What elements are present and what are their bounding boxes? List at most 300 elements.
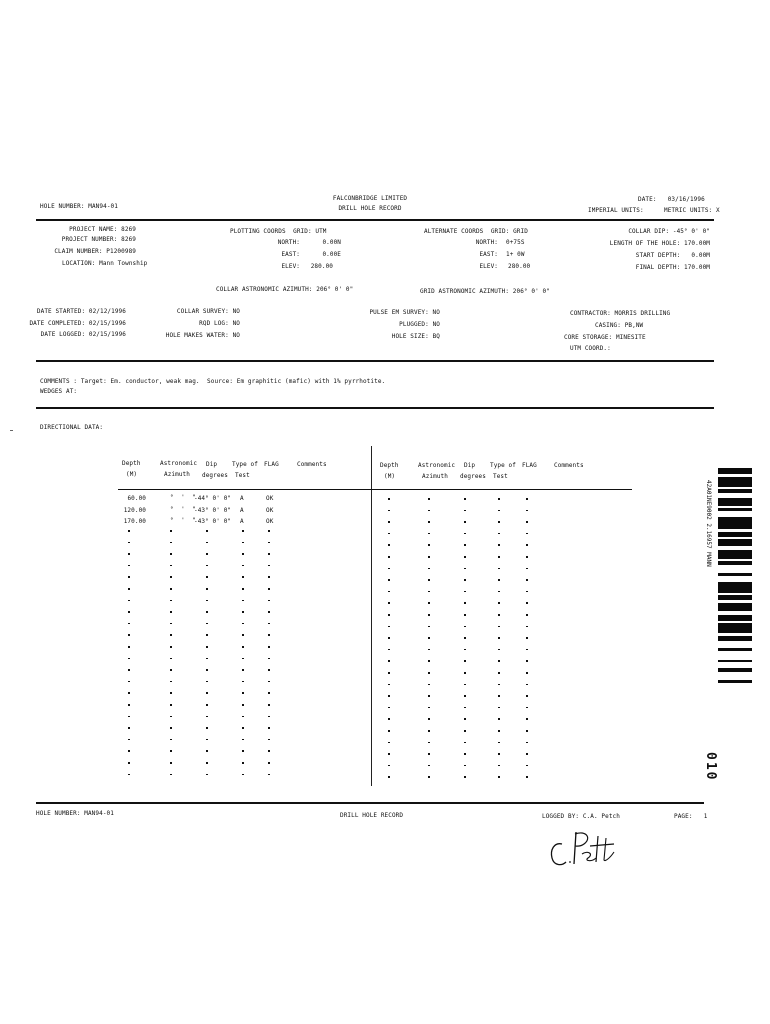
signature	[548, 828, 620, 872]
hole-number-header: HOLE NUMBER: MAN94-01	[40, 203, 118, 210]
plotting-elev-label: ELEV:	[281, 263, 300, 270]
barcode-bar	[718, 660, 752, 662]
placeholder-dot	[498, 660, 500, 662]
placeholder-dot	[128, 727, 130, 729]
placeholder-dot	[428, 753, 430, 755]
placeholder-dot	[242, 600, 244, 602]
placeholder-dot	[388, 556, 390, 558]
plugged: PLUGGED: NO	[399, 321, 440, 328]
placeholder-dot	[170, 623, 172, 625]
placeholder-dot	[242, 716, 244, 718]
placeholder-dot	[464, 672, 466, 674]
start-depth: START DEPTH: 0.00M	[635, 252, 710, 259]
placeholder-dot	[526, 672, 528, 674]
row-3-flag: OK	[266, 518, 274, 525]
placeholder-dot	[268, 750, 270, 752]
alternate-east-value: 1+ 0W	[506, 251, 525, 258]
placeholder-dot	[498, 730, 500, 732]
placeholder-dot	[242, 669, 244, 671]
metric-units: METRIC UNITS: X	[664, 207, 720, 214]
placeholder-dot	[428, 626, 430, 628]
left-comments-header: Comments	[297, 461, 327, 468]
placeholder-dot	[526, 649, 528, 651]
placeholder-dot	[170, 588, 172, 590]
placeholder-dot	[464, 614, 466, 616]
placeholder-dot	[170, 553, 172, 555]
placeholder-dot	[242, 565, 244, 567]
placeholder-dot	[206, 576, 208, 578]
placeholder-dot	[242, 576, 244, 578]
placeholder-dot	[498, 753, 500, 755]
placeholder-dot	[268, 530, 270, 532]
barcode-bar	[718, 550, 752, 559]
placeholder-dot	[242, 611, 244, 613]
placeholder-dot	[526, 614, 528, 616]
placeholder-dot	[498, 614, 500, 616]
placeholder-dot	[388, 568, 390, 570]
placeholder-dot	[170, 600, 172, 602]
placeholder-dot	[464, 521, 466, 523]
placeholder-dot	[388, 510, 390, 512]
location: LOCATION: Mann Township	[62, 260, 148, 267]
placeholder-dot	[428, 684, 430, 686]
barcode	[718, 468, 752, 728]
placeholder-dot	[170, 716, 172, 718]
placeholder-dot	[428, 510, 430, 512]
placeholder-dot	[242, 588, 244, 590]
grid-astronomic-azimuth: GRID ASTRONOMIC AZIMUTH: 206° 0' 0"	[420, 288, 550, 295]
right-dip-header: Dip	[464, 462, 476, 469]
placeholder-dot	[428, 730, 430, 732]
placeholder-dot	[170, 704, 172, 706]
placeholder-dot	[498, 649, 500, 651]
placeholder-dot	[428, 614, 430, 616]
placeholder-dot	[242, 692, 244, 694]
left-flag-header: FLAG	[264, 461, 279, 468]
placeholder-dot	[128, 658, 130, 660]
placeholder-dot	[498, 556, 500, 558]
placeholder-dot	[498, 684, 500, 686]
barcode-bar	[718, 680, 752, 683]
project-name: PROJECT NAME: 8269	[69, 226, 136, 233]
directional-data-title: DIRECTIONAL DATA:	[40, 424, 104, 431]
placeholder-dot	[206, 600, 208, 602]
placeholder-dot	[128, 634, 130, 636]
placeholder-dot	[268, 716, 270, 718]
right-azimuth-header: Astronomic	[418, 462, 456, 469]
footer-record-title: DRILL HOLE RECORD	[340, 812, 404, 819]
placeholder-dot	[242, 530, 244, 532]
right-depth-header: Depth	[380, 462, 399, 469]
barcode-bar	[718, 636, 752, 641]
right-depth-unit: (M)	[384, 473, 396, 480]
placeholder-dot	[242, 739, 244, 741]
placeholder-dot	[464, 707, 466, 709]
date-logged: DATE LOGGED: 02/15/1996	[40, 331, 126, 338]
barcode-bar	[718, 668, 752, 672]
placeholder-dot	[170, 692, 172, 694]
placeholder-dot	[128, 530, 130, 532]
barcode-bar	[718, 615, 752, 621]
left-depth-header: Depth	[122, 460, 141, 467]
placeholder-dot	[498, 602, 500, 604]
placeholder-dot	[428, 498, 430, 500]
project-number: PROJECT NUMBER: 8269	[61, 236, 136, 243]
barcode-bar	[718, 595, 752, 600]
placeholder-dot	[526, 533, 528, 535]
placeholder-dot	[128, 704, 130, 706]
left-type-header-2: Test	[235, 472, 250, 479]
placeholder-dot	[128, 681, 130, 683]
placeholder-dot	[388, 707, 390, 709]
placeholder-dot	[206, 774, 208, 776]
hole-makes-water: HOLE MAKES WATER: NO	[165, 332, 240, 339]
placeholder-dot	[464, 568, 466, 570]
placeholder-dot	[242, 681, 244, 683]
placeholder-dot	[498, 568, 500, 570]
left-azimuth-header: Astronomic	[160, 460, 198, 467]
placeholder-dot	[268, 704, 270, 706]
margin-tick	[10, 430, 13, 431]
placeholder-dot	[170, 681, 172, 683]
placeholder-dot	[206, 762, 208, 764]
placeholder-dot	[128, 565, 130, 567]
placeholder-dot	[268, 576, 270, 578]
placeholder-dot	[388, 521, 390, 523]
placeholder-dot	[268, 600, 270, 602]
placeholder-dot	[170, 576, 172, 578]
placeholder-dot	[128, 576, 130, 578]
placeholder-dot	[268, 623, 270, 625]
placeholder-dot	[464, 753, 466, 755]
placeholder-dot	[268, 669, 270, 671]
company-name: FALCONBRIDGE LIMITED	[332, 195, 408, 202]
barcode-bar	[718, 539, 752, 546]
placeholder-dot	[428, 521, 430, 523]
placeholder-dot	[428, 718, 430, 720]
placeholder-dot	[206, 530, 208, 532]
section-rule-1	[36, 360, 714, 362]
alternate-grid: ALTERNATE COORDS GRID: GRID	[424, 228, 528, 235]
placeholder-dot	[526, 753, 528, 755]
placeholder-dot	[206, 623, 208, 625]
plotting-elev-value: 280.00	[310, 263, 333, 270]
left-depth-unit: (M)	[126, 471, 138, 478]
placeholder-dot	[464, 533, 466, 535]
placeholder-dot	[206, 565, 208, 567]
placeholder-dot	[268, 588, 270, 590]
placeholder-dot	[128, 762, 130, 764]
left-azimuth-header-2: Azimuth	[164, 471, 190, 478]
placeholder-dot	[388, 602, 390, 604]
barcode-bar	[718, 489, 752, 493]
placeholder-dot	[428, 707, 430, 709]
pulse-em-survey: PULSE EM SURVEY: NO	[369, 309, 440, 316]
placeholder-dot	[128, 669, 130, 671]
left-type-header: Type of	[232, 461, 258, 468]
barcode-bar	[718, 603, 752, 611]
placeholder-dot	[498, 637, 500, 639]
placeholder-dot	[498, 579, 500, 581]
collar-astronomic-azimuth: COLLAR ASTRONOMIC AZIMUTH: 206° 0' 0"	[216, 286, 354, 293]
placeholder-dot	[464, 626, 466, 628]
placeholder-dot	[242, 634, 244, 636]
placeholder-dot	[128, 774, 130, 776]
placeholder-dot	[388, 626, 390, 628]
footer-hole-number: HOLE NUMBER: MAN94-01	[36, 810, 114, 817]
placeholder-dot	[388, 498, 390, 500]
placeholder-dot	[268, 762, 270, 764]
placeholder-dot	[388, 660, 390, 662]
placeholder-dot	[268, 774, 270, 776]
placeholder-dot	[242, 542, 244, 544]
placeholder-dot	[388, 672, 390, 674]
placeholder-dot	[526, 556, 528, 558]
right-comments-header: Comments	[554, 462, 584, 469]
alternate-east-label: EAST:	[479, 251, 498, 258]
placeholder-dot	[464, 660, 466, 662]
placeholder-dot	[128, 646, 130, 648]
placeholder-dot	[206, 553, 208, 555]
placeholder-dot	[428, 591, 430, 593]
placeholder-dot	[498, 776, 500, 778]
placeholder-dot	[464, 579, 466, 581]
header-rule	[36, 219, 714, 221]
placeholder-dot	[526, 591, 528, 593]
record-title: DRILL HOLE RECORD	[338, 205, 402, 212]
barcode-bar	[718, 648, 752, 651]
placeholder-dot	[526, 521, 528, 523]
placeholder-dot	[428, 776, 430, 778]
placeholder-dot	[242, 553, 244, 555]
imperial-units: IMPERIAL UNITS:	[588, 207, 644, 214]
placeholder-dot	[128, 739, 130, 741]
placeholder-dot	[388, 579, 390, 581]
placeholder-dot	[268, 565, 270, 567]
plotting-north-label: NORTH:	[277, 239, 300, 246]
table-header-rule	[118, 489, 632, 490]
placeholder-dot	[464, 498, 466, 500]
barcode-bar	[718, 508, 752, 511]
placeholder-dot	[242, 646, 244, 648]
placeholder-dot	[498, 510, 500, 512]
placeholder-dot	[428, 695, 430, 697]
placeholder-dot	[498, 544, 500, 546]
placeholder-dot	[388, 742, 390, 744]
placeholder-dot	[128, 611, 130, 613]
placeholder-dot	[206, 542, 208, 544]
barcode-bar	[718, 477, 752, 487]
placeholder-dot	[242, 623, 244, 625]
placeholder-dot	[526, 695, 528, 697]
placeholder-dot	[170, 542, 172, 544]
placeholder-dot	[464, 730, 466, 732]
placeholder-dot	[388, 730, 390, 732]
placeholder-dot	[498, 765, 500, 767]
row-1-type: A	[240, 495, 244, 502]
row-1-flag: OK	[266, 495, 274, 502]
row-2-dip: -43° 0' 0"	[194, 507, 232, 514]
barcode-bar	[718, 573, 752, 576]
placeholder-dot	[464, 556, 466, 558]
placeholder-dot	[242, 750, 244, 752]
placeholder-dot	[170, 739, 172, 741]
placeholder-dot	[526, 730, 528, 732]
placeholder-dot	[206, 611, 208, 613]
right-flag-header: FLAG	[522, 462, 537, 469]
placeholder-dot	[388, 533, 390, 535]
placeholder-dot	[388, 718, 390, 720]
placeholder-dot	[464, 742, 466, 744]
alternate-north-value: 0+75S	[506, 239, 525, 246]
comments: COMMENTS : Target: Em. conductor, weak mag. Source: Em graphitic (mafic) with 1% pyrrhotite.	[40, 378, 386, 385]
barcode-bar	[718, 468, 752, 474]
wedges-at: WEDGES AT:	[40, 388, 78, 395]
placeholder-dot	[242, 762, 244, 764]
placeholder-dot	[526, 544, 528, 546]
placeholder-dot	[388, 765, 390, 767]
placeholder-dot	[464, 765, 466, 767]
barcode-bar	[718, 517, 752, 529]
placeholder-dot	[268, 542, 270, 544]
section-rule-2	[36, 407, 714, 409]
placeholder-dot	[128, 588, 130, 590]
placeholder-dot	[268, 692, 270, 694]
placeholder-dot	[170, 762, 172, 764]
placeholder-dot	[464, 718, 466, 720]
placeholder-dot	[268, 658, 270, 660]
placeholder-dot	[428, 672, 430, 674]
hole-size: HOLE SIZE: BQ	[391, 333, 440, 340]
placeholder-dot	[128, 716, 130, 718]
placeholder-dot	[170, 727, 172, 729]
row-3-azimuth: ° ' "	[170, 517, 196, 524]
placeholder-dot	[464, 776, 466, 778]
row-1-dip: -44° 0' 0"	[194, 495, 232, 502]
right-type-header: Type of	[490, 462, 516, 469]
core-storage: CORE STORAGE: MINESITE	[564, 334, 646, 341]
left-dip-header: Dip	[206, 461, 218, 468]
placeholder-dot	[498, 591, 500, 593]
placeholder-dot	[170, 565, 172, 567]
plotting-north-value: 0.00N	[322, 239, 341, 246]
placeholder-dot	[206, 646, 208, 648]
page-number: PAGE: 1	[674, 813, 708, 820]
plotting-grid: PLOTTING COORDS GRID: UTM	[230, 228, 327, 235]
placeholder-dot	[170, 669, 172, 671]
placeholder-dot	[388, 776, 390, 778]
placeholder-dot	[464, 684, 466, 686]
placeholder-dot	[464, 591, 466, 593]
placeholder-dot	[498, 742, 500, 744]
utm-coord: UTM COORD.:	[570, 345, 611, 352]
casing: CASING: PB,NW	[595, 322, 644, 329]
placeholder-dot	[128, 600, 130, 602]
placeholder-dot	[498, 672, 500, 674]
placeholder-dot	[428, 544, 430, 546]
placeholder-dot	[206, 669, 208, 671]
placeholder-dot	[268, 681, 270, 683]
alternate-north-label: NORTH:	[475, 239, 498, 246]
placeholder-dot	[170, 530, 172, 532]
placeholder-dot	[170, 774, 172, 776]
placeholder-dot	[498, 695, 500, 697]
placeholder-dot	[128, 623, 130, 625]
placeholder-dot	[464, 649, 466, 651]
placeholder-dot	[498, 718, 500, 720]
placeholder-dot	[526, 510, 528, 512]
row-2-flag: OK	[266, 507, 274, 514]
placeholder-dot	[526, 765, 528, 767]
placeholder-dot	[526, 568, 528, 570]
placeholder-dot	[498, 521, 500, 523]
placeholder-dot	[268, 646, 270, 648]
placeholder-dot	[206, 727, 208, 729]
placeholder-dot	[464, 695, 466, 697]
contractor: CONTRACTOR: MORRIS DRILLING	[570, 310, 671, 317]
placeholder-dot	[526, 742, 528, 744]
hole-length: LENGTH OF THE HOLE: 170.00M	[609, 240, 710, 247]
row-3-dip: -43° 0' 0"	[194, 518, 232, 525]
right-type-header-2: Test	[493, 473, 508, 480]
placeholder-dot	[428, 568, 430, 570]
placeholder-dot	[242, 774, 244, 776]
logged-by: LOGGED BY: C.A. Petch	[542, 813, 620, 820]
placeholder-dot	[526, 602, 528, 604]
vertical-document-id: 42A01NE9002 2.16957 MANN	[705, 480, 712, 567]
placeholder-dot	[464, 544, 466, 546]
row-2-type: A	[240, 507, 244, 514]
row-2-depth: 120.00	[123, 507, 146, 514]
placeholder-dot	[428, 742, 430, 744]
placeholder-dot	[242, 704, 244, 706]
final-depth: FINAL DEPTH: 170.00M	[635, 264, 710, 271]
placeholder-dot	[206, 658, 208, 660]
placeholder-dot	[388, 649, 390, 651]
placeholder-dot	[268, 634, 270, 636]
footer-rule	[36, 802, 704, 804]
placeholder-dot	[206, 681, 208, 683]
placeholder-dot	[428, 765, 430, 767]
placeholder-dot	[388, 591, 390, 593]
date-started: DATE STARTED: 02/12/1996	[36, 308, 126, 315]
placeholder-dot	[464, 602, 466, 604]
placeholder-dot	[526, 776, 528, 778]
placeholder-dot	[428, 637, 430, 639]
plotting-east-value: 0.00E	[322, 251, 341, 258]
row-2-azimuth: ° ' "	[170, 506, 196, 513]
plotting-east-label: EAST:	[281, 251, 300, 258]
right-dip-header-2: degrees	[460, 473, 486, 480]
row-3-type: A	[240, 518, 244, 525]
placeholder-dot	[526, 718, 528, 720]
placeholder-dot	[428, 649, 430, 651]
table-divider	[371, 446, 372, 786]
barcode-bar	[718, 582, 752, 593]
row-1-depth: 60.00	[127, 495, 146, 502]
placeholder-dot	[170, 646, 172, 648]
placeholder-dot	[498, 533, 500, 535]
placeholder-dot	[388, 614, 390, 616]
placeholder-dot	[242, 658, 244, 660]
placeholder-dot	[428, 602, 430, 604]
right-azimuth-header-2: Azimuth	[422, 473, 448, 480]
placeholder-dot	[498, 626, 500, 628]
alternate-elev-label: ELEV:	[479, 263, 498, 270]
placeholder-dot	[268, 611, 270, 613]
placeholder-dot	[526, 637, 528, 639]
collar-dip: COLLAR DIP: -45° 0' 0"	[628, 228, 710, 235]
